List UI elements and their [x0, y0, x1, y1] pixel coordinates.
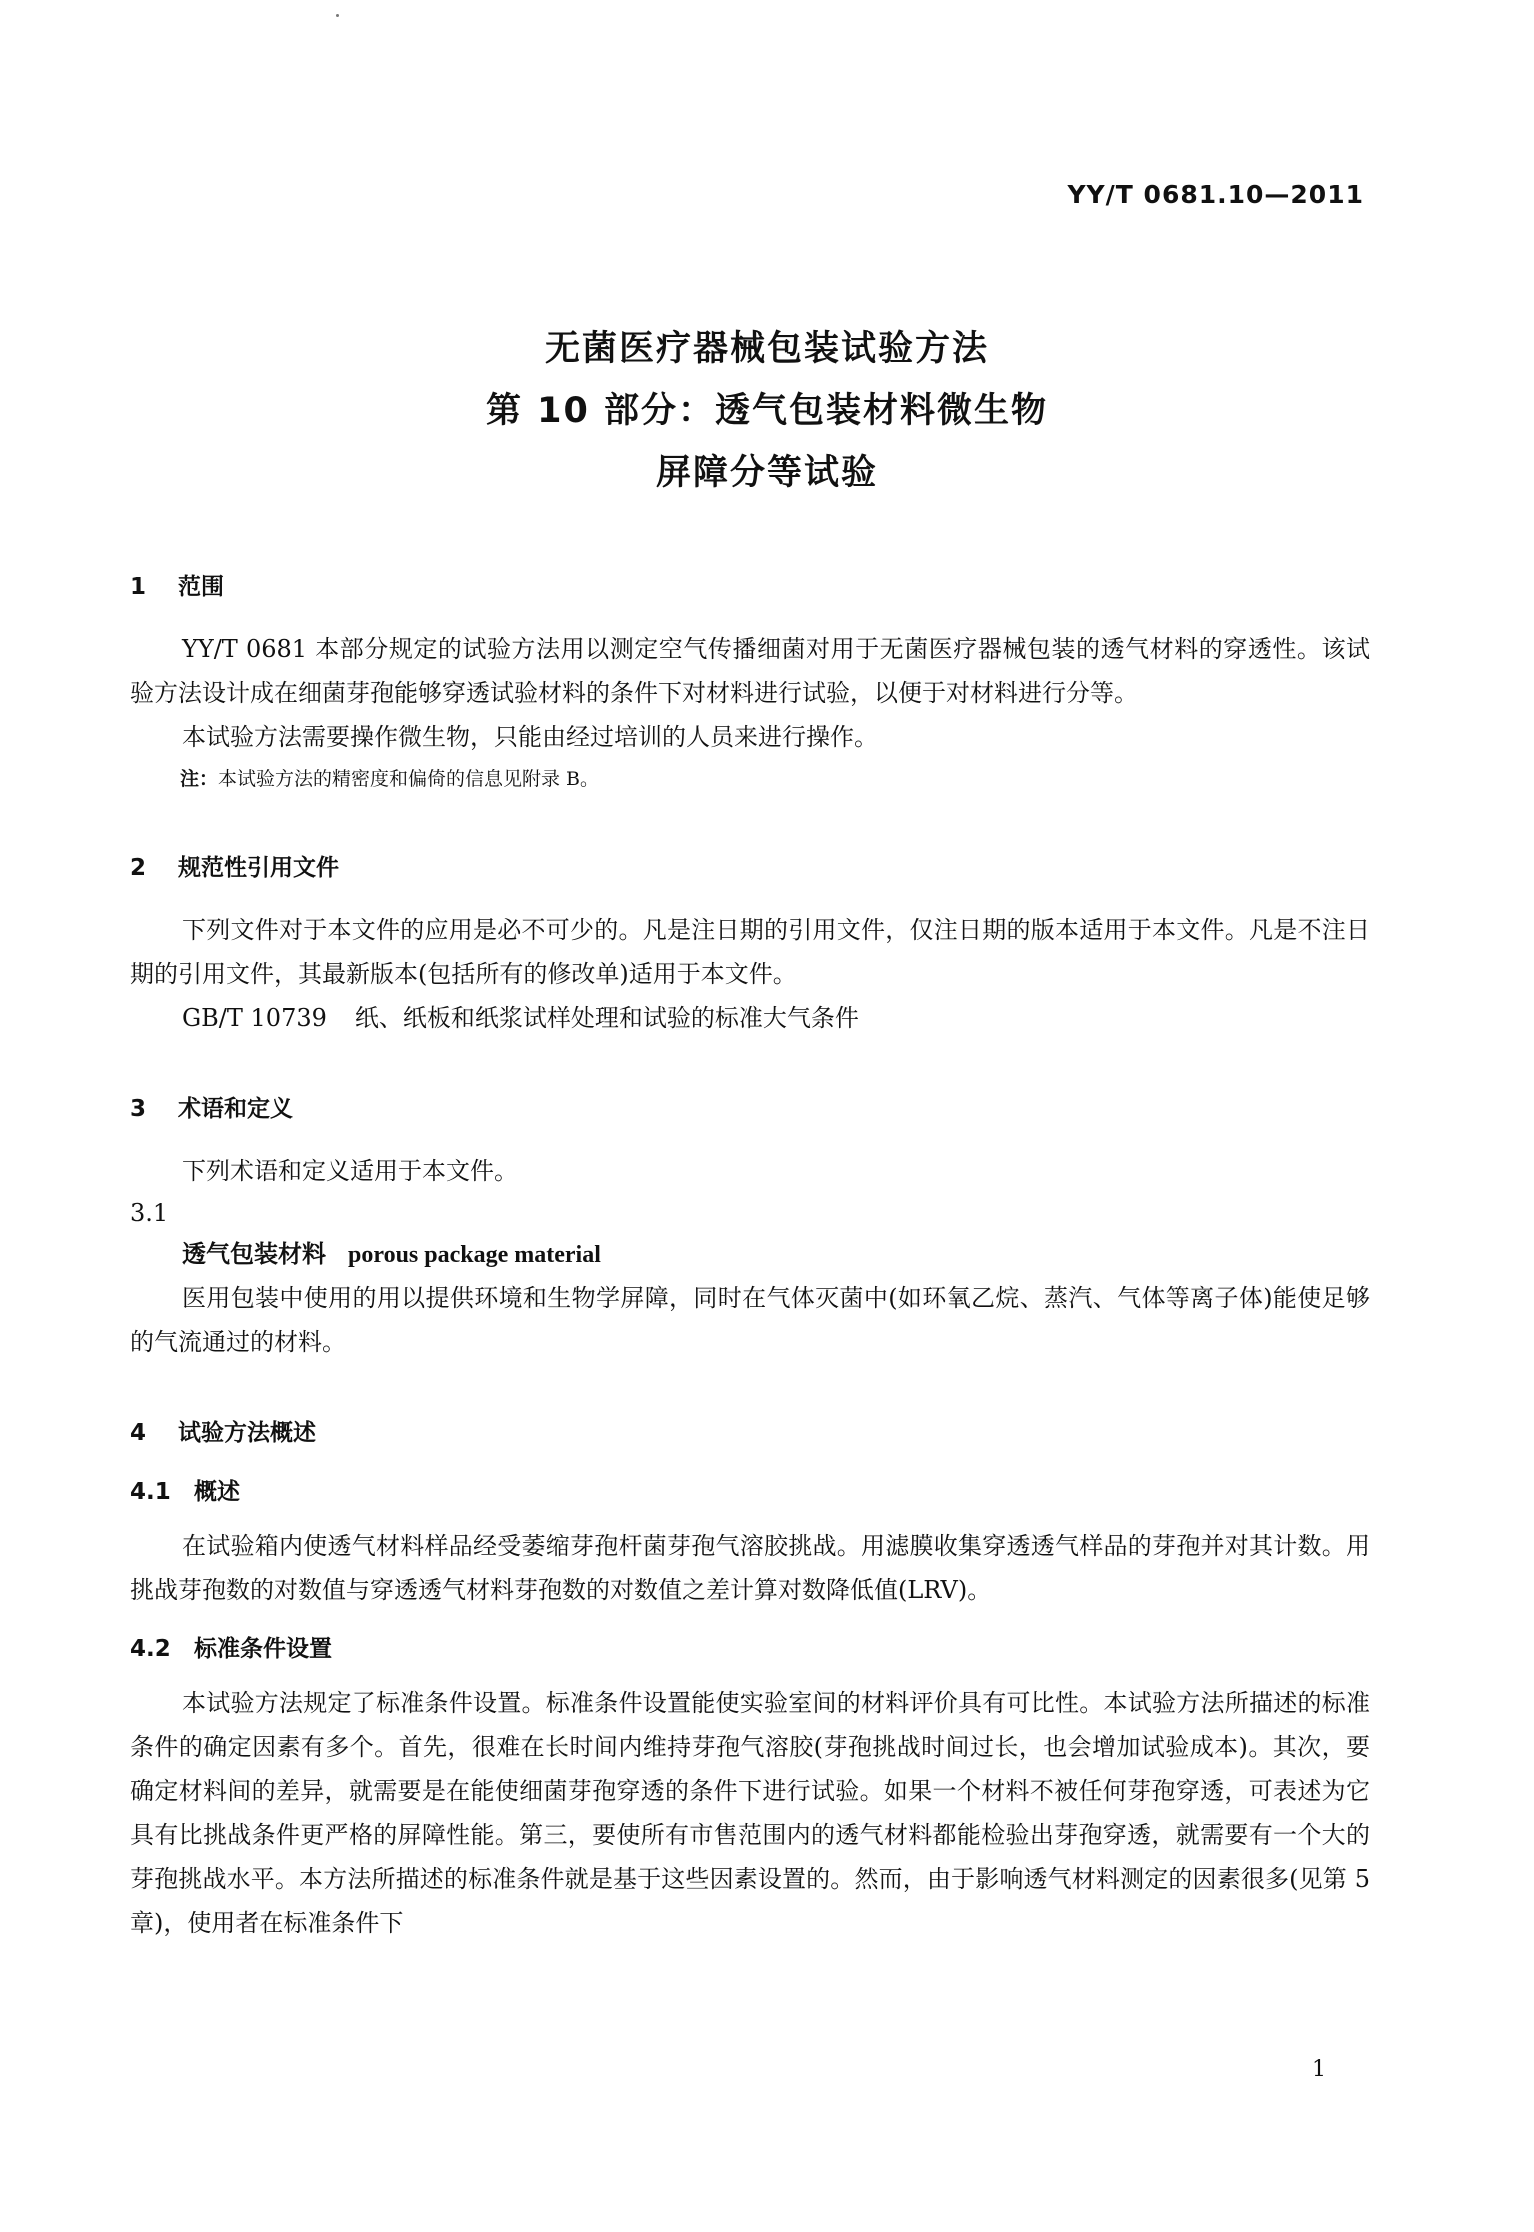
title-line-1: 无菌医疗器械包装试验方法: [544, 329, 989, 369]
normative-reference: [130, 996, 1370, 1040]
document-title: [0, 318, 1534, 504]
reference-title: 纸、纸板和纸浆试样处理和试验的标准大气条件: [354, 1004, 859, 1032]
section-4-heading: [130, 1414, 1370, 1447]
section-title: 规范性引用文件: [178, 855, 339, 881]
subsection-title: 标准条件设置: [194, 1636, 332, 1662]
section-1-heading: [130, 568, 1370, 601]
section-title: 范围: [178, 574, 224, 600]
title-line-2: 第 10 部分：透气包装材料微生物: [485, 391, 1049, 431]
subsection-4-2-heading: [130, 1630, 1370, 1663]
section-2-heading: [130, 849, 1370, 882]
note-text: 本试验方法的精密度和偏倚的信息见附录 B。: [218, 768, 600, 790]
reference-code: GB/T 10739: [182, 1004, 327, 1032]
subsection-4-1-heading: [130, 1473, 1370, 1506]
section-3-paragraph-1: 下列术语和定义适用于本文件。: [182, 1157, 518, 1185]
term-number: 3.1: [130, 1199, 169, 1227]
term-chinese: 透气包装材料: [182, 1239, 326, 1268]
document-body: [130, 568, 1370, 1945]
page-number: 1: [1312, 2057, 1326, 2082]
subsection-number: 4.2: [130, 1636, 171, 1662]
title-line-3: 屏障分等试验: [655, 453, 878, 493]
standard-code: YY/T 0681.10—2011: [1067, 180, 1364, 209]
subsection-4-1-paragraph: 在试验箱内使透气材料样品经受萎缩芽孢杆菌芽孢气溶胶挑战。用滤膜收集穿透透气样品的芽孢并对其计数。用挑战芽孢数的对数值与穿透透气材料芽孢数的对数值之差计算对数降低值(LRV)。: [130, 1532, 1370, 1604]
note-label: 注：: [180, 768, 219, 790]
term-english: porous package material: [348, 1242, 601, 1268]
section-number: 3: [130, 1096, 147, 1122]
section-1-paragraph-1: YY/T 0681 本部分规定的试验方法用以测定空气传播细菌对用于无菌医疗器械包装的透气材料的穿透性。该试验方法设计成在细菌芽孢能够穿透试验材料的条件下对材料进行试验，以便于对材料进行分等。: [130, 635, 1370, 707]
section-number: 4: [130, 1420, 147, 1446]
section-3-heading: [130, 1090, 1370, 1123]
section-1-note: [130, 759, 1370, 799]
term-entry: [130, 1233, 1370, 1276]
section-2-paragraph-1: 下列文件对于本文件的应用是必不可少的。凡是注日期的引用文件，仅注日期的版本适用于本文件。凡是不注日期的引用文件，其最新版本(包括所有的修改单)适用于本文件。: [130, 916, 1370, 988]
section-number: 2: [130, 855, 147, 881]
subsection-title: 概述: [194, 1479, 240, 1505]
subsection-4-2-paragraph: 本试验方法规定了标准条件设置。标准条件设置能使实验室间的材料评价具有可比性。本试验方法所描述的标准条件的确定因素有多个。首先，很难在长时间内维持芽孢气溶胶(芽孢挑战时间过长，也会增加试验成本)。其次，要确定材料间的差异，就需要是在能使细菌芽孢穿透的条件下进行试验。如果一个材料不被任何芽孢穿透，可表述为它具有比挑战条件更严格的屏障性能。第三，要使所有市售范围内的透气材料都能检验出芽孢穿透，就需要有一个大的芽孢挑战水平。本方法所描述的标准条件就是基于这些因素设置的。然而，由于影响透气材料测定的因素很多(见第 5 章)，使用者在标准条件下: [130, 1689, 1370, 1937]
term-definition: 医用包装中使用的用以提供环境和生物学屏障，同时在气体灭菌中(如环氧乙烷、蒸汽、气体等离子体)能使足够的气流通过的材料。: [130, 1284, 1370, 1356]
section-title: 试验方法概述: [178, 1420, 316, 1446]
section-number: 1: [130, 574, 147, 600]
subsection-number: 4.1: [130, 1479, 171, 1505]
section-1-paragraph-2: 本试验方法需要操作微生物，只能由经过培训的人员来进行操作。: [182, 723, 878, 751]
scan-speck: [336, 14, 339, 17]
section-title: 术语和定义: [178, 1096, 293, 1122]
